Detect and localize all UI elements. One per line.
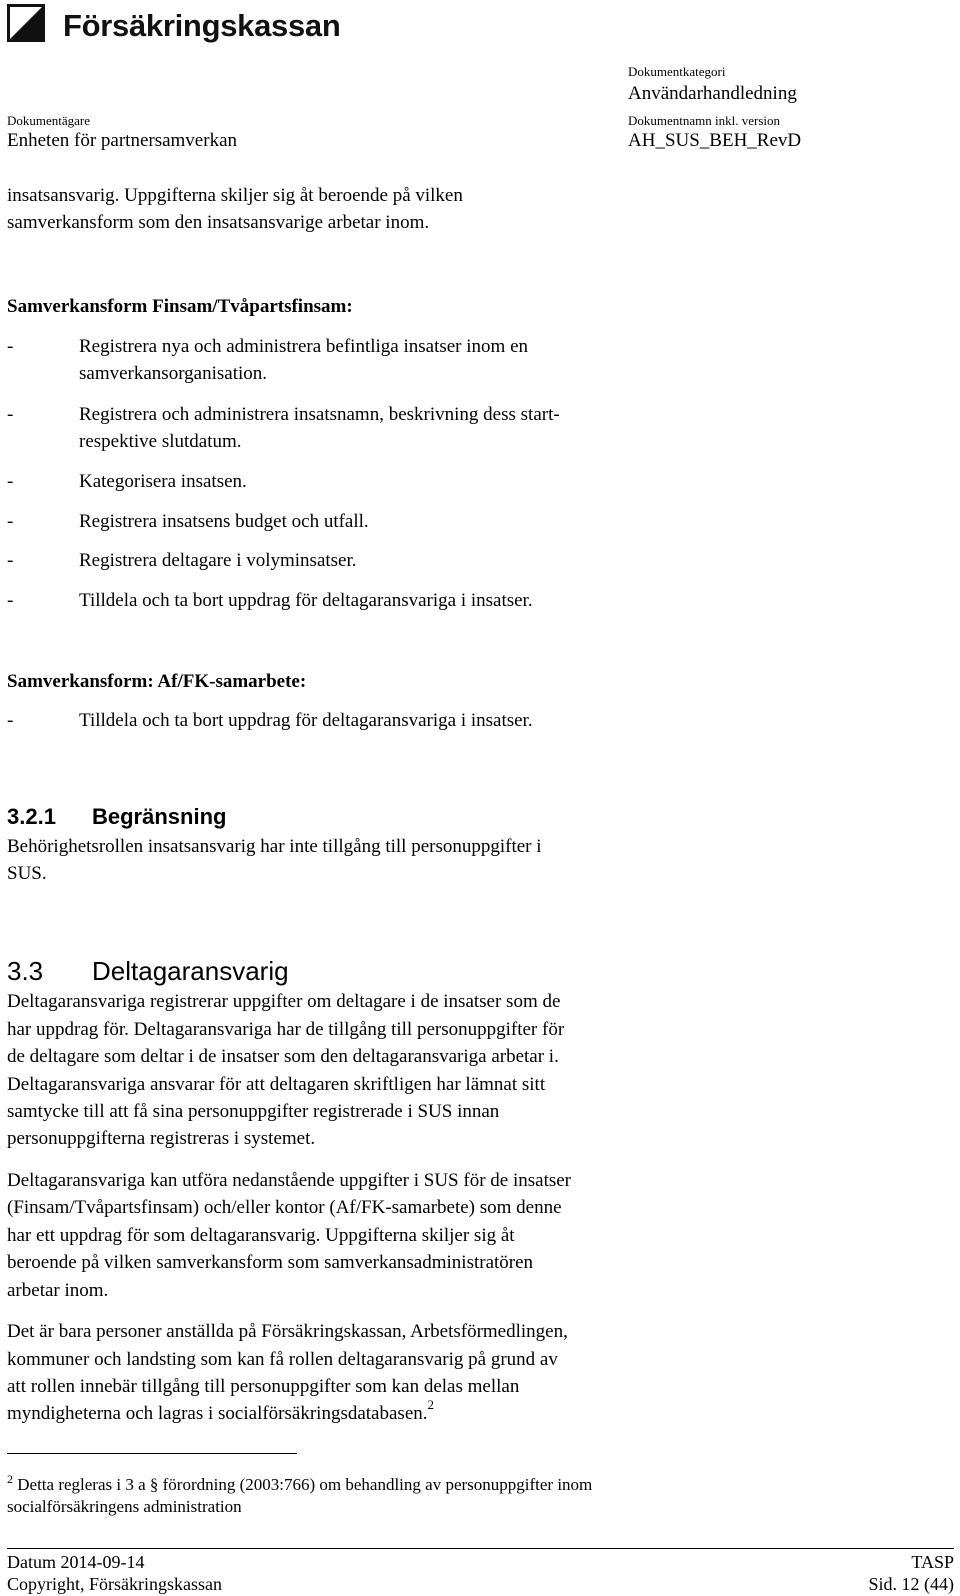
finsam-heading: Samverkansform Finsam/Tvåpartsfinsam: <box>7 296 353 317</box>
list-item <box>0 707 960 734</box>
dash-bullet: - <box>7 404 14 425</box>
paragraph-line: har uppdrag för. Deltagaransvariga har de tillgång till personuppgifter för <box>7 1019 565 1040</box>
footnote <box>7 1474 592 1496</box>
list-item-line: Registrera insatsens budget och utfall. <box>79 511 369 532</box>
list-item <box>0 587 960 614</box>
dash-bullet: - <box>7 590 14 611</box>
paragraph-line: personuppgifterna registreras i systemet. <box>7 1128 316 1149</box>
category-label: Dokumentkategori <box>628 64 726 79</box>
paragraph-line: Det är bara personer anställda på Försäkringskassan, Arbetsförmedlingen, <box>7 1321 568 1342</box>
paragraph-line: de deltagare som deltar i de insatser som den deltagaransvariga arbetar i. <box>7 1046 559 1067</box>
owner-value: Enheten för partnersamverkan <box>7 130 238 151</box>
intro-line: insatsansvarig. Uppgifterna skiljer sig åt beroende på vilken <box>7 185 463 206</box>
list-item-line: Tilldela och ta bort uppdrag för deltagaransvariga i insatser. <box>79 710 533 731</box>
footnote-text: socialförsäkringens administration <box>7 1497 242 1516</box>
intro-line: samverkansform som den insatsansvarige arbetar inom. <box>7 212 430 233</box>
section-title: Deltagaransvarig <box>92 956 289 986</box>
list-item-line: Tilldela och ta bort uppdrag för deltagaransvariga i insatser. <box>79 590 533 611</box>
section-number: 3.2.1 <box>7 804 56 829</box>
footnote-text: Detta regleras i 3 a § förordning (2003:766) om behandling av personuppgifter inom <box>17 1475 593 1494</box>
logo-icon <box>7 4 45 42</box>
paragraph-line <box>7 1397 434 1427</box>
dash-bullet: - <box>7 511 14 532</box>
paragraph-line: arbetar inom. <box>7 1280 109 1301</box>
document-name-value: AH_SUS_BEH_RevD <box>628 130 802 151</box>
footnote-marker: 2 <box>7 1472 13 1486</box>
paragraph-line: (Finsam/Tvåpartsfinsam) och/eller kontor (Af/FK-samarbete) som denne <box>7 1197 562 1218</box>
paragraph-line: SUS. <box>7 863 47 884</box>
document-name-label: Dokumentnamn inkl. version <box>628 113 781 128</box>
footer-date: Datum 2014-09-14 <box>7 1552 145 1572</box>
footnote-separator <box>7 1453 297 1454</box>
paragraph-line: Deltagaransvariga ansvarar för att deltagaren skriftligen har lämnat sitt <box>7 1074 546 1095</box>
dash-bullet: - <box>7 710 14 731</box>
list-item <box>0 401 960 455</box>
affk-heading: Samverkansform: Af/FK-samarbete: <box>7 671 307 692</box>
paragraph-line: kommuner och landsting som kan få rollen deltagaransvarig på grund av <box>7 1349 558 1370</box>
footer-rule <box>7 1548 954 1549</box>
list-item <box>0 333 960 387</box>
dash-bullet: - <box>7 550 14 571</box>
paragraph-line: Deltagaransvariga registrerar uppgifter om deltagare i de insatser som de <box>7 991 561 1012</box>
list-item <box>0 468 960 495</box>
owner-label: Dokumentägare <box>7 113 91 128</box>
paragraph-line-text: myndigheterna och lagras i socialförsäkringsdatabasen. <box>7 1403 428 1424</box>
paragraph-line: Behörighetsrollen insatsansvarig har inte tillgång till personuppgifter i <box>7 836 542 857</box>
paragraph-line: Deltagaransvariga kan utföra nedanstående uppgifter i SUS för de insatser <box>7 1170 571 1191</box>
list-item-line: samverkansorganisation. <box>79 363 268 384</box>
list-item-line: Kategorisera insatsen. <box>79 471 247 492</box>
footer-page-number: Sid. 12 (44) <box>868 1574 954 1594</box>
list-item-line: Registrera deltagare i volyminsatser. <box>79 550 357 571</box>
paragraph-line: beroende på vilken samverkansform som samverkansadministratören <box>7 1252 534 1273</box>
section-title: Begränsning <box>92 804 227 829</box>
list-item-line: Registrera och administrera insatsnamn, beskrivning dess start- <box>79 404 560 425</box>
list-item-line: respektive slutdatum. <box>79 431 242 452</box>
list-item <box>0 508 960 535</box>
footer-code: TASP <box>911 1552 954 1572</box>
category-value: Användarhandledning <box>628 83 797 104</box>
footer-copyright: Copyright, Försäkringskassan <box>7 1574 222 1594</box>
paragraph-line: har ett uppdrag för som deltagaransvarig. Uppgifterna skiljer sig åt <box>7 1225 515 1246</box>
logo-text: Försäkringskassan <box>63 8 341 43</box>
section-number: 3.3 <box>7 956 44 986</box>
paragraph-line: att rollen innebär tillgång till personuppgifter som kan delas mellan <box>7 1376 520 1397</box>
footnote-reference[interactable]: 2 <box>427 1397 434 1412</box>
dash-bullet: - <box>7 336 14 357</box>
paragraph-line: samtycke till att få sina personuppgifter registrerade i SUS innan <box>7 1101 500 1122</box>
list-item <box>0 547 960 574</box>
dash-bullet: - <box>7 471 14 492</box>
list-item-line: Registrera nya och administrera befintliga insatser inom en <box>79 336 528 357</box>
